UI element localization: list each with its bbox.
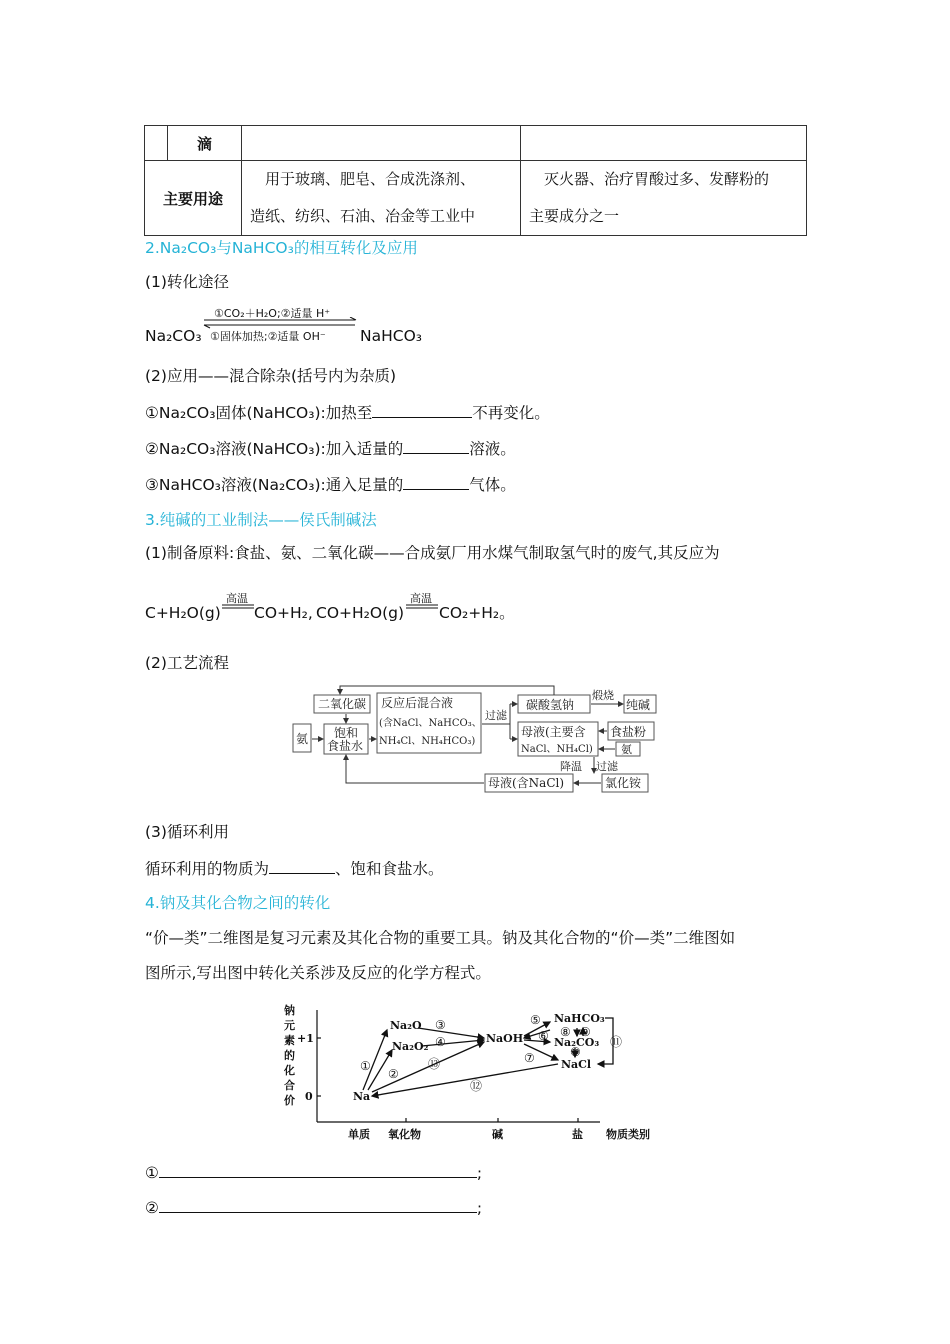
fill-item <box>145 474 516 495</box>
item-text: 溶液。 <box>469 440 516 458</box>
table-row <box>145 161 807 236</box>
flow-salt: 食盐粉 <box>610 725 647 739</box>
flow-mix-1: 反应后混合液 <box>381 696 454 710</box>
cond-bottom: ①固体加热;②适量 OH⁻ <box>210 330 326 343</box>
label-10: ⑩ <box>570 1045 581 1059</box>
item-text: 气体。 <box>469 476 516 494</box>
label-2: ② <box>388 1067 399 1081</box>
answer-label: ② <box>145 1199 159 1217</box>
table-row <box>145 126 807 161</box>
y-tick: 0 <box>305 1090 313 1103</box>
y-axis-label <box>283 1003 295 1107</box>
nahco3-use-line: 灭火器、治疗胃酸过多、发酵粉的 <box>544 170 770 188</box>
table-cell <box>521 126 807 161</box>
species-nahco3: NaHCO₃ <box>554 1012 605 1025</box>
equals-sign <box>222 604 256 610</box>
na2co3-use-line: 造纸、纺织、石油、冶金等工业中 <box>250 207 476 225</box>
label-5: ⑤ <box>530 1013 541 1027</box>
label-4: ④ <box>435 1035 446 1049</box>
equals-sign <box>406 604 440 610</box>
answer-end: ; <box>476 1199 483 1217</box>
svg-text:价: 价 <box>284 1094 295 1107</box>
x-tick: 单质 <box>348 1128 370 1141</box>
paragraph: (2)工艺流程 <box>145 654 229 672</box>
flow-filter1: 过滤 <box>485 709 507 722</box>
label-12: ⑫ <box>470 1079 483 1093</box>
flow-filter2: 过滤 <box>596 760 618 773</box>
label-7: ⑦ <box>524 1051 535 1065</box>
flow-mother1-1: 母液(主要含 <box>521 725 586 739</box>
species-nacl: NaCl <box>561 1058 592 1071</box>
eq1-right: CO+H₂, <box>254 604 313 622</box>
flow-soda: 纯碱 <box>626 698 651 712</box>
item-text: 、饱和食盐水。 <box>335 860 444 878</box>
fill-item <box>145 402 550 423</box>
flow-calcine: 煅烧 <box>592 689 614 702</box>
flow-cool: 降温 <box>560 760 582 773</box>
flow-nh4cl: 氯化铵 <box>605 776 642 790</box>
flow-mother1-2: NaCl、NH₄Cl) <box>521 744 593 755</box>
svg-text:合: 合 <box>284 1079 295 1092</box>
svg-text:元: 元 <box>284 1019 295 1032</box>
paragraph: (3)循环利用 <box>145 823 229 841</box>
answer-label: ① <box>145 1164 159 1182</box>
flow-mix-2: (含NaCl、NaHCO₃、 <box>379 718 482 729</box>
eq2-cond: 高温 <box>410 592 432 605</box>
row-label: 主要用途 <box>145 161 242 236</box>
svg-text:素: 素 <box>284 1034 295 1047</box>
flow-mix-3: NH₄Cl、NH₄HCO₃) <box>379 736 476 747</box>
label-13: ⑬ <box>428 1057 441 1071</box>
label-11: ⑪ <box>610 1035 623 1049</box>
flow-mother2: 母液(含NaCl) <box>488 776 565 790</box>
svg-text:的: 的 <box>284 1049 295 1062</box>
eq2-right: CO₂+H₂。 <box>439 604 515 622</box>
cond-top: ①CO₂＋H₂O;②适量 H⁺ <box>214 307 331 320</box>
answer-blank[interactable] <box>403 474 469 490</box>
x-tick: 盐 <box>572 1128 583 1141</box>
flow-nh3-2: 氨 <box>621 743 632 756</box>
valence-class-diagram <box>280 998 670 1146</box>
na2co3-use-cell <box>242 161 521 236</box>
eq1-cond: 高温 <box>226 592 248 605</box>
item-text: ①Na₂CO₃固体(NaHCO₃):加热至 <box>145 404 373 422</box>
answer-blank[interactable] <box>159 1162 477 1178</box>
answer-blank[interactable] <box>269 858 335 874</box>
properties-table <box>144 125 807 236</box>
table-cell <box>242 126 521 161</box>
answer-row <box>145 1197 482 1218</box>
species-na2o: Na₂O <box>390 1019 422 1032</box>
item-text: ②Na₂CO₃溶液(NaHCO₃):加入适量的 <box>145 440 404 458</box>
section-heading: 3.纯碱的工业制法——侯氏制碱法 <box>145 511 377 529</box>
paragraph: (1)制备原料:食盐、氨、二氧化碳——合成氨厂用水煤气制取氢气时的废气,其反应为 <box>145 544 720 562</box>
x-axis-label: 物质类别 <box>606 1128 650 1141</box>
species-na2o2: Na₂O₂ <box>392 1040 429 1053</box>
x-tick: 碱 <box>492 1128 503 1141</box>
label-3: ③ <box>435 1018 446 1032</box>
eq1-left: C+H₂O(g) <box>145 604 221 622</box>
label-1: ① <box>360 1059 371 1073</box>
y-tick: +1 <box>297 1032 314 1045</box>
paragraph: (1)转化途径 <box>145 273 229 291</box>
flow-co2: 二氧化碳 <box>318 697 367 711</box>
table-cell <box>145 126 168 161</box>
reversible-arrow <box>200 317 360 329</box>
conv-left: Na₂CO₃ <box>145 327 202 345</box>
x-tick: 氧化物 <box>388 1128 421 1141</box>
svg-text:钠: 钠 <box>284 1004 295 1017</box>
species-na2co3: Na₂CO₃ <box>554 1036 600 1049</box>
label-6: ⑥ <box>538 1029 549 1043</box>
answer-blank[interactable] <box>159 1197 477 1213</box>
na2co3-use-line: 用于玻璃、肥皂、合成洗涤剂、 <box>265 170 476 188</box>
answer-blank[interactable] <box>372 402 472 418</box>
fill-item <box>145 858 444 879</box>
label-9: ⑨ <box>580 1025 591 1039</box>
nahco3-use-cell <box>521 161 807 236</box>
table-cell: 滴 <box>168 126 242 161</box>
svg-text:化: 化 <box>284 1064 295 1077</box>
eq2-left: CO+H₂O(g) <box>316 604 405 622</box>
conv-right: NaHCO₃ <box>360 327 422 345</box>
answer-end: ; <box>476 1164 483 1182</box>
species-naoh: NaOH <box>486 1032 524 1045</box>
answer-blank[interactable] <box>403 438 469 454</box>
flow-nh3: 氨 <box>296 732 309 746</box>
flow-nahco3: 碳酸氢钠 <box>526 698 575 712</box>
paragraph: “价—类”二维图是复习元素及其化合物的重要工具。钠及其化合物的“价—类”二维图如 <box>145 929 736 947</box>
species-na: Na <box>353 1090 371 1103</box>
section-heading: 4.钠及其化合物之间的转化 <box>145 894 331 912</box>
flow-brine-2: 食盐水 <box>327 739 364 753</box>
item-text: ③NaHCO₃溶液(Na₂CO₃):通入足量的 <box>145 476 404 494</box>
answer-row <box>145 1162 482 1183</box>
nahco3-use-line: 主要成分之一 <box>529 207 620 225</box>
paragraph: 图所示,写出图中转化关系涉及反应的化学方程式。 <box>145 964 491 982</box>
section-heading: 2.Na₂CO₃与NaHCO₃的相互转化及应用 <box>145 239 418 257</box>
label-8: ⑧ <box>560 1025 571 1039</box>
item-text: 循环利用的物质为 <box>145 860 270 878</box>
process-flowchart <box>290 684 660 796</box>
flow-brine-1: 饱和 <box>334 726 359 740</box>
paragraph: (2)应用——混合除杂(括号内为杂质) <box>145 367 397 385</box>
fill-item <box>145 438 516 459</box>
item-text: 不再变化。 <box>472 404 550 422</box>
